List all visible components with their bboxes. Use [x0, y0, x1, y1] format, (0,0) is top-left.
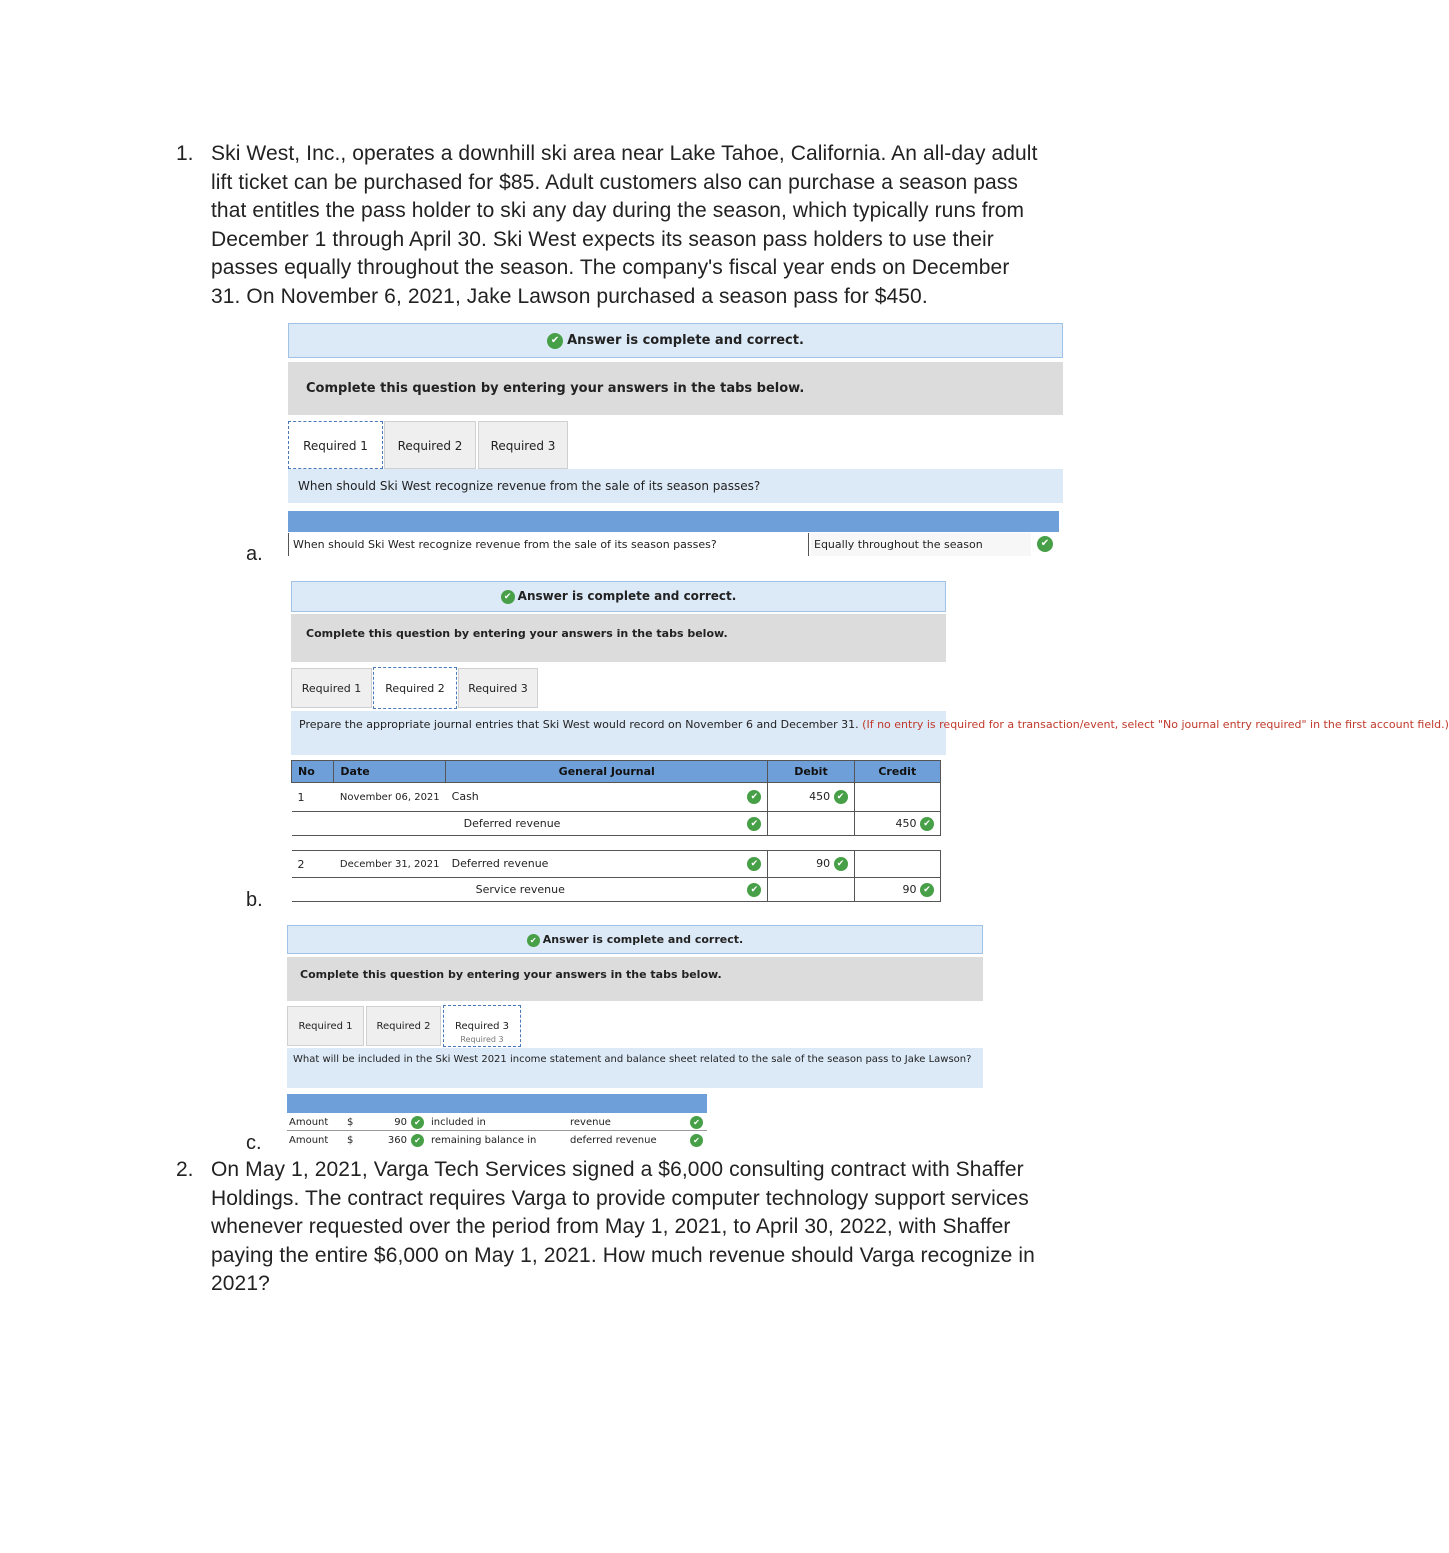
tab-required-1[interactable]: Required 1: [291, 668, 372, 708]
row-account[interactable]: [446, 812, 768, 836]
panel-c: [287, 925, 983, 1151]
row-date: November 06, 2021: [334, 783, 446, 812]
amount-value[interactable]: 90: [394, 1117, 407, 1128]
question-1-line: Ski West, Inc., operates a downhill ski area near Lake Tahoe, California. An all-day adult: [211, 142, 1038, 165]
panel-b: [291, 581, 1449, 903]
check-icon: ✔: [501, 590, 515, 604]
debit-value: 90: [816, 857, 831, 870]
tab-required-3[interactable]: Required 3: [478, 421, 568, 469]
question-2-line: whenever requested over the period from May 1, 2021, to April 30, 2022, with Shaffer: [211, 1215, 1011, 1239]
col-journal: General Journal: [446, 761, 768, 783]
account-value: Cash: [451, 790, 479, 803]
col-date: Date: [334, 761, 446, 783]
row-no: [292, 878, 334, 902]
check-icon: ✔: [920, 883, 934, 897]
row-account[interactable]: [446, 878, 768, 902]
row-credit[interactable]: [854, 851, 940, 878]
answer-banner: [291, 581, 946, 612]
banner-text: Answer is complete and correct.: [542, 933, 744, 946]
check-icon: ✔: [747, 817, 761, 831]
row-label: Amount: [289, 1135, 329, 1146]
row-credit[interactable]: [854, 783, 940, 812]
sub-label-c: c.: [246, 1132, 262, 1154]
currency-symbol: $: [347, 1135, 354, 1146]
tab-required-2[interactable]: Required 2: [384, 421, 476, 469]
answer-banner: [288, 323, 1063, 358]
row-no: 2: [292, 851, 334, 878]
row-no: [292, 812, 334, 836]
check-icon: ✔: [747, 883, 761, 897]
journal-prompt: Prepare the appropriate journal entries that Ski West would record on November 6 and December 31.: [299, 718, 859, 731]
row-date: [334, 878, 446, 902]
question-1-line: that entitles the pass holder to ski any day during the season, which typically runs from: [211, 199, 1025, 223]
row-debit[interactable]: [768, 851, 854, 878]
account-value[interactable]: revenue: [570, 1117, 611, 1128]
answer-row: [287, 1114, 707, 1131]
answer-table-header: [287, 1094, 707, 1113]
tab-required-1[interactable]: Required 1: [287, 1006, 364, 1046]
row-no: 1: [292, 783, 334, 812]
account-value: Deferred revenue: [451, 857, 549, 870]
question-1-line: December 1 through April 30. Ski West expects its season pass holders to use their: [211, 227, 994, 251]
tab-required-3[interactable]: [443, 1005, 521, 1047]
question-2-line: Holdings. The contract requires Varga to provide computer technology support services: [211, 1186, 1029, 1210]
question-1-text: [211, 140, 1091, 312]
row-credit[interactable]: [854, 878, 940, 902]
tab-required-1[interactable]: Required 1: [288, 421, 383, 469]
answer-table-header: [288, 511, 1059, 532]
account-value: Deferred revenue: [463, 816, 561, 830]
row-middle-text: included in: [431, 1117, 486, 1128]
question-bar: What will be included in the Ski West 2021 income statement and balance sheet related to the sale of the season pass to Jake Lawson?: [287, 1048, 983, 1088]
table-row: [292, 851, 941, 878]
answer-banner: [287, 925, 983, 954]
check-icon: ✔: [834, 857, 848, 871]
row-date: [334, 812, 446, 836]
row-account[interactable]: [446, 783, 768, 812]
question-1-line: 31. On November 6, 2021, Jake Lawson purchased a season pass for $450.: [211, 284, 928, 308]
account-value: Service revenue: [475, 882, 565, 896]
check-icon: ✔: [747, 857, 761, 871]
col-credit: Credit: [854, 761, 940, 783]
check-icon: ✔: [690, 1116, 703, 1129]
tab-label: Required 3: [454, 1021, 510, 1032]
row-debit[interactable]: [768, 812, 854, 836]
journal-table: [291, 760, 941, 902]
amount-value[interactable]: 360: [387, 1135, 407, 1146]
question-bar: [291, 711, 1449, 755]
check-icon: ✔: [411, 1116, 424, 1129]
check-icon: ✔: [747, 790, 761, 804]
check-icon: ✔: [834, 790, 848, 804]
question-1-line: passes equally throughout the season. The company's fiscal year ends on December: [211, 256, 1010, 280]
tab-required-2[interactable]: Required 2: [366, 1006, 441, 1046]
check-icon: ✔: [1037, 536, 1053, 552]
instruction-bar: Complete this question by entering your answers in the tabs below.: [287, 957, 983, 1001]
instruction-bar: Complete this question by entering your answers in the tabs below.: [291, 614, 946, 662]
instruction-bar: Complete this question by entering your answers in the tabs below.: [288, 362, 1063, 415]
row-account[interactable]: [446, 851, 768, 878]
credit-value: 450: [895, 816, 917, 830]
sub-label-b: b.: [246, 889, 263, 911]
spacer-row: [292, 836, 941, 851]
check-icon: ✔: [690, 1134, 703, 1147]
question-2-number: 2.: [176, 1158, 194, 1181]
check-icon: ✔: [547, 333, 563, 349]
table-row: [292, 783, 941, 812]
banner-text: Answer is complete and correct.: [517, 589, 737, 603]
table-row: [292, 878, 941, 902]
sub-label-a: a.: [246, 543, 263, 565]
question-2-line: 2021?: [211, 1272, 270, 1296]
answer-select-value[interactable]: Equally throughout the season: [811, 533, 1031, 556]
question-2-line: paying the entire $6,000 on May 1, 2021. How much revenue should Varga recognize in: [211, 1243, 1035, 1267]
question-1-line: lift ticket can be purchased for $85. Adult customers also can purchase a season pass: [211, 170, 1018, 194]
check-icon: ✔: [411, 1134, 424, 1147]
question-2-line: On May 1, 2021, Varga Tech Services signed a $6,000 consulting contract with Shaffer: [211, 1158, 1024, 1181]
journal-prompt-note: (If no entry is required for a transaction/event, select "No journal entry required" in the first account field.): [862, 718, 1449, 731]
currency-symbol: $: [347, 1117, 354, 1128]
check-icon: ✔: [527, 934, 540, 947]
row-middle-text: remaining balance in: [431, 1135, 537, 1146]
answer-row: [287, 1132, 707, 1149]
account-value[interactable]: deferred revenue: [570, 1135, 657, 1146]
row-date: December 31, 2021: [334, 851, 446, 878]
check-icon: ✔: [920, 817, 934, 831]
tab-required-3[interactable]: Required 3: [458, 668, 538, 708]
panel-a: [288, 323, 1063, 558]
debit-value: 450: [809, 790, 831, 803]
table-row: [292, 812, 941, 836]
row-label: Amount: [289, 1117, 329, 1128]
credit-value: 90: [902, 882, 917, 896]
tab-tooltip: Required 3: [460, 1035, 504, 1044]
banner-text: Answer is complete and correct.: [567, 333, 804, 348]
question-2-text: [211, 1156, 1091, 1299]
row-credit[interactable]: [854, 812, 940, 836]
col-no: No: [292, 761, 334, 783]
row-debit[interactable]: [768, 783, 854, 812]
tab-required-2[interactable]: Required 2: [373, 667, 457, 709]
question-1-number: 1.: [176, 142, 194, 165]
answer-row-question: When should Ski West recognize revenue from the sale of its season passes?: [288, 533, 809, 556]
col-debit: Debit: [768, 761, 854, 783]
row-debit[interactable]: [768, 878, 854, 902]
question-bar: When should Ski West recognize revenue from the sale of its season passes?: [288, 469, 1063, 503]
